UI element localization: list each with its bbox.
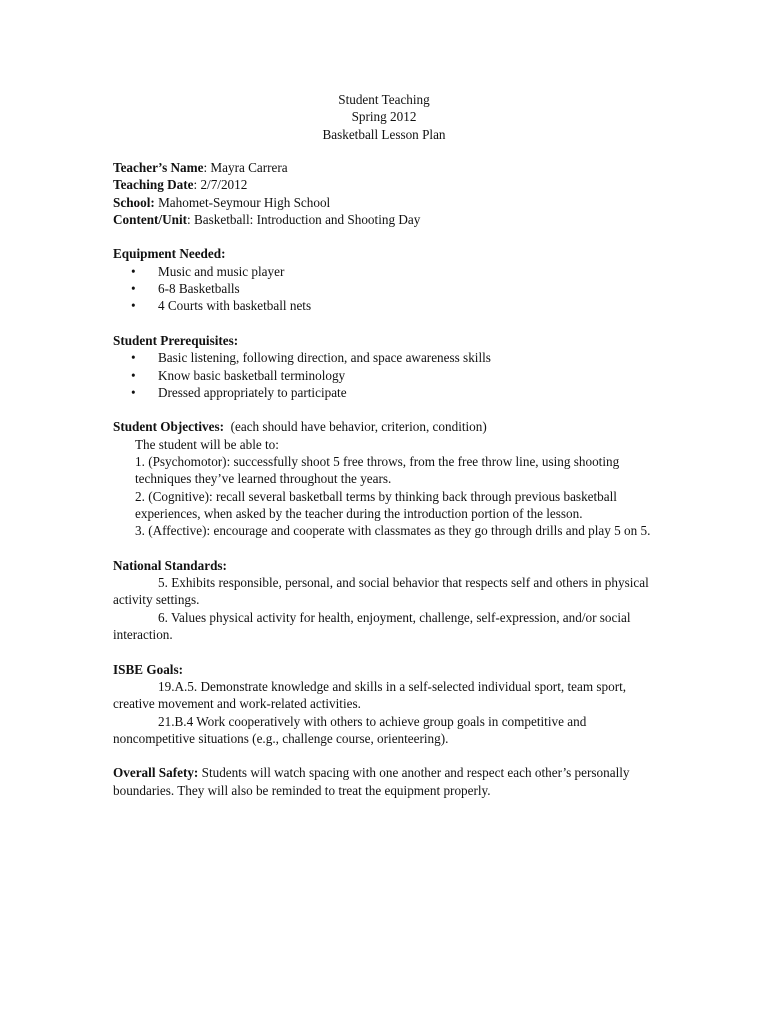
- teacher-name-value: : Mayra Carrera: [203, 160, 288, 175]
- document-header: [0, 91, 768, 143]
- list-item-text: 4 Courts with basketball nets: [158, 298, 312, 314]
- objectives-intro: The student will be able to:: [135, 436, 279, 452]
- isbe-goals-heading: [113, 661, 658, 678]
- goal-item: 19.A.5. Demonstrate knowledge and skills in a self-selected individual sport, team sport, creative movement and work-related activities.: [113, 678, 627, 712]
- list-item: [113, 297, 658, 314]
- teacher-name-label: Teacher’s Name: [113, 160, 204, 175]
- school-line: [113, 194, 658, 211]
- teaching-date-line: [113, 176, 658, 193]
- list-item: [113, 280, 658, 297]
- objectives-heading: Student Objectives:: [113, 419, 224, 435]
- content-unit-label: Content/Unit: [113, 211, 187, 227]
- equipment-heading-text: Equipment Needed:: [113, 246, 226, 262]
- spacer: [113, 315, 658, 332]
- list-item-text: Basic listening, following direction, and space awareness skills: [158, 350, 491, 366]
- standard-item: 5. Exhibits responsible, personal, and social behavior that respects self and others in physical activity settings.: [113, 575, 649, 608]
- spacer: [113, 401, 658, 418]
- bullet-icon: •: [131, 367, 136, 383]
- spacer: [113, 643, 658, 660]
- objectives-note: (each should have behavior, criterion, condition): [224, 419, 487, 435]
- spacer: [113, 228, 658, 245]
- header-course: Student Teaching: [338, 92, 430, 107]
- equipment-list: [113, 263, 658, 315]
- bullet-icon: •: [131, 298, 136, 314]
- goal-item: 21.B.4 Work cooperatively with others to achieve group goals in competitive and noncompetitive situations (e.g., challenge course, orienteering).: [113, 713, 587, 746]
- spacer: [113, 747, 658, 764]
- prerequisites-list: [113, 349, 658, 401]
- document-body: [113, 159, 658, 799]
- list-item: [113, 349, 658, 366]
- school-label: School:: [113, 194, 155, 210]
- safety-paragraph: [113, 764, 658, 799]
- safety-heading: Overall Safety:: [113, 765, 199, 781]
- bullet-icon: •: [131, 384, 136, 400]
- objective-affective: 3. (Affective): encourage and cooperate with classmates as they go through drills and play 5 on 5.: [135, 523, 651, 539]
- list-item: [113, 263, 658, 280]
- objectives-heading-line: [113, 418, 658, 435]
- safety-text: Students will watch spacing with one another and respect each other’s personally boundaries. They will also be reminded to treat the equipment properly.: [113, 765, 630, 798]
- equipment-heading: [113, 245, 658, 262]
- content-unit-line: [113, 211, 658, 228]
- prerequisites-heading-text: Student Prerequisites:: [113, 332, 239, 348]
- bullet-icon: •: [131, 263, 136, 279]
- teaching-date-label: Teaching Date: [113, 177, 194, 193]
- content-unit-value: : Basketball: Introduction and Shooting Day: [187, 211, 421, 227]
- prerequisites-heading: [113, 332, 658, 349]
- header-title: Basketball Lesson Plan: [322, 126, 446, 142]
- header-term: Spring 2012: [351, 109, 417, 125]
- spacer: [113, 540, 658, 557]
- list-item-text: Know basic basketball terminology: [158, 367, 346, 383]
- standard-item: 6. Values physical activity for health, enjoyment, challenge, self-expression, and/or social interaction.: [113, 609, 631, 643]
- list-item-text: 6-8 Basketballs: [158, 281, 240, 297]
- objective-psychomotor: 1. (Psychomotor): successfully shoot 5 free throws, from the free throw line, using shooting techniques they’ve learned throughout the years.: [135, 454, 620, 487]
- national-standards-heading: [113, 557, 658, 574]
- list-item-text: Music and music player: [158, 263, 285, 279]
- isbe-goals-heading-text: ISBE Goals:: [113, 661, 183, 677]
- national-standards-heading-text: National Standards:: [113, 557, 227, 573]
- list-item-text: Dressed appropriately to participate: [158, 384, 347, 400]
- school-value: Mahomet-Seymour High School: [154, 194, 331, 210]
- list-item: [113, 367, 658, 384]
- teacher-name-line: [113, 159, 658, 176]
- bullet-icon: •: [131, 281, 136, 297]
- teaching-date-value: : 2/7/2012: [193, 177, 248, 193]
- list-item: [113, 384, 658, 401]
- objective-cognitive: 2. (Cognitive): recall several basketball terms by thinking back through previous basketball experiences, when asked by the teacher during the introduction portion of the lesson.: [135, 488, 617, 521]
- bullet-icon: •: [131, 350, 136, 366]
